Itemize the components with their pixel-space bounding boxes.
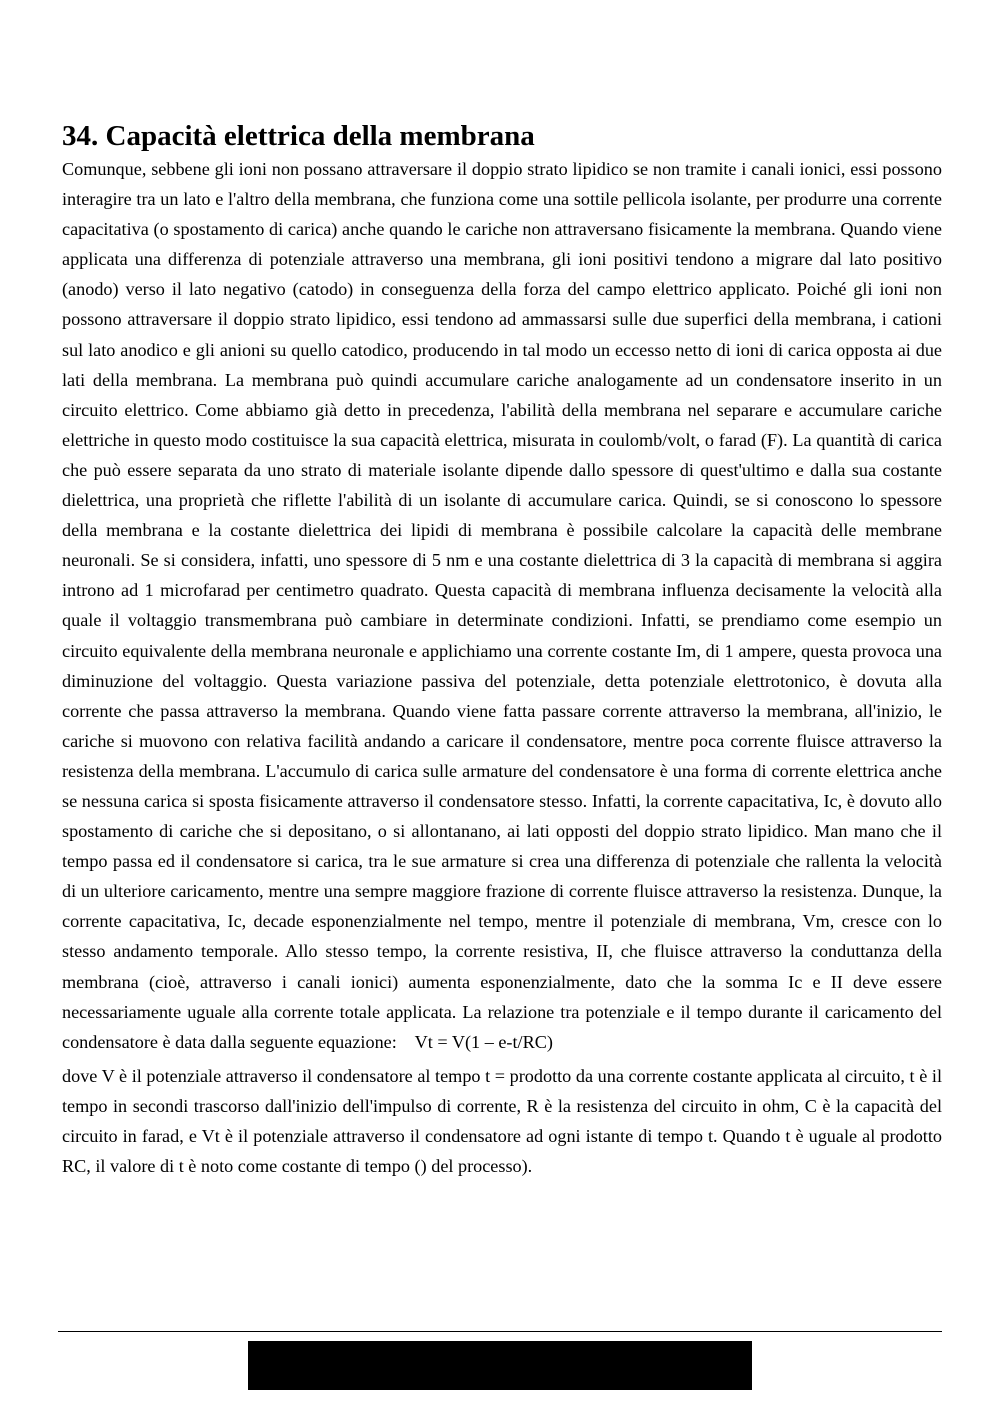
footer-redaction-bar — [248, 1341, 752, 1390]
section-title: 34. Capacità elettrica della membrana — [62, 120, 535, 152]
equation: Vt = V(1 – e-t/RC) — [396, 1031, 553, 1052]
document-body — [62, 118, 942, 1181]
paragraph-2: dove V è il potenziale attraverso il condensatore al tempo t = prodotto da una corrente costante applicata al circuito, t è il tempo in secondi trascorso dall'inizio dell'impulso di corrente, R è la resistenza del circuito in ohm, C è la capacità del circuito in farad, e Vt è il potenziale attraverso il condensatore ad ogni istante di tempo t. Quando t è uguale al prodotto RC, il valore di t è noto come costante di tempo () del processo). — [62, 1065, 942, 1177]
paragraph-1-text: Comunque, sebbene gli ioni non possano attraversare il doppio strato lipidico se non tramite i canali ionici, essi possono interagire tra un lato e l'altro della membrana, che funziona come una sottile pellicola isolante, per produrre una corrente capacitativa (o spostamento di carica) anche quando le cariche non attraversano fisicamente la membrana. Quando viene applicata una differenza di potenziale attraverso una membrana, gli ioni positivi tendono a migrare dal lato positivo (anodo) verso il lato negativo (catodo) in conseguenza della forza del campo elettrico applicato. Poiché gli ioni non possono attraversare il doppio strato lipidico, essi tendono ad ammassarsi sulle due superfici della membrana, i cationi sul lato anodico e gli anioni su quello catodico, producendo in tal modo un eccesso netto di ioni di carica opposta ai due lati della membrana. La membrana può quindi accumulare cariche analogamente ad un condensatore inserito in un circuito elettrico. Come abbiamo già detto in precedenza, l'abilità della membrana nel separare e accumulare cariche elettriche in questo modo costituisce la sua capacità elettrica, misurata in coulomb/volt, o farad (F). La quantità di carica che può essere separata da uno strato di materiale isolante dipende dallo spessore di quest'ultimo e dalla sua costante dielettrica, una proprietà che riflette l'abilità di un isolante di accumulare carica. Quindi, se si conoscono lo spessore della membrana e la costante dielettrica dei lipidi di membrana è possibile calcolare la capacità delle membrane neuronali. Se si considera, infatti, uno spessore di 5 nm e una costante dielettrica di 3 la capacità di membrana si aggira introno ad 1 microfarad per centimetro quadrato. Questa capacità di membrana influenza decisamente la velocità alla quale il voltaggio transmembrana può cambiare in determinate condizioni. Infatti, se prendiamo come esempio un circuito equivalente della membrana neuronale e applichiamo una corrente costante Im, di 1 ampere, questa provoca una diminuzione del voltaggio. Questa variazione passiva del potenziale, detta potenziale elettrotonico, è dovuta alla corrente che passa attraverso la membrana. Quando viene fatta passare corrente attraverso la membrana, all'inizio, le cariche si muovono con relativa facilità andando a caricare il condensatore, mentre poca corrente fluisce attraverso la resistenza della membrana. L'accumulo di carica sulle armature del condensatore è una forma di corrente elettrica anche se nessuna carica si sposta fisicamente attraverso il condensatore stesso. Infatti, la corrente capacitativa, Ic, è dovuto allo spostamento di cariche che si depositano, o si allontanano, ai lati opposti del doppio strato lipidico. Man mano che il tempo passa ed il condensatore si carica, tra le sue armature si crea una differenza di potenziale che rallenta la velocità di un ulteriore caricamento, mentre una sempre maggiore frazione di corrente fluisce attraverso la resistenza. Dunque, la corrente capacitativa, Ic, decade esponenzialmente nel tempo, mentre il potenziale di membrana, Vm, cresce con lo stesso andamento temporale. Allo stesso tempo, la corrente resistiva, II, che fluisce attraverso la conduttanza della membrana (cioè, attraverso i canali ionici) aumenta esponenzialmente, dato che la somma Ic e II deve essere necessariamente uguale alla corrente totale applicata. La relazione tra potenziale e il tempo durante il caricamento del condensatore è data dalla seguente equazione: — [62, 159, 942, 1052]
paragraph-1 — [62, 154, 942, 1057]
footer-divider — [58, 1331, 942, 1332]
